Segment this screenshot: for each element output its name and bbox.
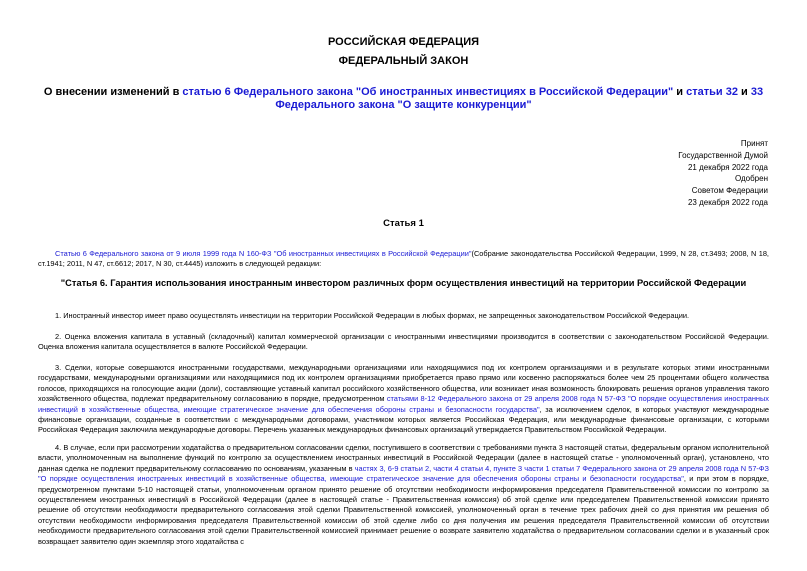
title-text-3: и (737, 86, 751, 98)
paragraph-2-text: 2. Оценка вложения капитала в уставный (складочный) капитал коммерческой организации с иностранными инвестициями производится в соответствии с законодательством Российской Федерации. Оценка вложения капитала осуществляется в валюте Российской Федерации. (38, 332, 769, 352)
paragraph-3-text: 3. Сделки, которые совершаются иностранными государствами, международными организациями или находящимися под их контролем организациями и в результате которых этими иностранными государствами, международными организациями или находящимися под их контролем организациями приобретается право прямо или косвенно распоряжаться более чем 25 процентами общего количества голосов, приходящихся на голосующие акции (доли), составляющие уставный капитал российского хозяйственного общества, или возникает иная возможность блокировать решения органов управления такого хозяйственного общества, подлежат предварительному согласованию в порядке, предусмотренном (38, 363, 769, 404)
law-type-heading: ФЕДЕРАЛЬНЫЙ ЗАКОН (338, 55, 469, 67)
adoption-line: 21 декабря 2022 года (687, 162, 768, 172)
title-link-article-6[interactable]: статью 6 Федерального закона "Об иностранных инвестициях в Российской Федерации" (182, 86, 674, 98)
adoption-line: Советом Федерации (691, 186, 768, 196)
title-text-2: и (673, 86, 687, 98)
title-link-article-32[interactable]: статьи 32 (686, 86, 738, 98)
paragraph-1-text: 1. Иностранный инвестор имеет право осуществлять инвестиции на территории Российской Федерации в любых формах, не запрещенных законодательством Российской Федерации. (55, 311, 690, 320)
article-1-intro (38, 249, 769, 270)
intro-text: (Собрание законодательства Российской Федерации, 1999, N 28, ст.3493; 2008, N 18, ст.1941; 2011, N 47, ст.6612; 2017, N 30, ст.4445) изложить в следующей редакции: (38, 249, 769, 269)
article-1-heading: Статья 1 (383, 218, 424, 229)
paragraph-2 (38, 332, 769, 353)
adoption-line: Принят (740, 139, 768, 148)
adoption-line: Одобрен (734, 174, 768, 184)
law-title (30, 86, 777, 112)
paragraph-3-link[interactable]: статьями 8-12 Федерального закона от 29 апреля 2008 года N 57-ФЗ "О порядке осуществления иностранных инвестиций в хозяйственные общества, имеющие стратегическое значение для обеспечения обороны страны и безопасности государства" (38, 394, 769, 414)
adoption-line: Государственной Думой (678, 150, 768, 160)
article-6-heading: "Статья 6. Гарантия использования иностранным инвестором различных форм осуществления инвестиций на территории Российской Федерации (60, 278, 747, 288)
paragraph-1 (38, 311, 769, 321)
paragraph-4-text: 4. В случае, если при рассмотрении ходатайства о предварительном согласовании сделки, поступившего в соответствии с требованиями пункта 3 настоящей статьи, федеральным органом исполнительной власти, уполномоченным на выполнение функций по контролю за осуществлением иностранных инвестиций в Российской Федерации (далее в настоящей статье - уполномоченный орган), установлено, что данная сделка не подлежит предварительному согласованию по основаниям, указанным в (38, 443, 769, 473)
title-link-article-33[interactable]: 33 Федерального закона "О защите конкуренции" (275, 86, 764, 111)
adoption-block (568, 138, 768, 209)
title-text-1: О внесении изменений в (43, 86, 183, 98)
paragraph-4 (38, 443, 769, 547)
country-heading: РОССИЙСКАЯ ФЕДЕРАЦИЯ (327, 36, 480, 48)
paragraph-4-link[interactable]: частях 3, 6-9 статьи 2, части 4 статьи 4, пункте 3 части 1 статьи 7 Федерального закона от 29 апреля 2008 года N 57-ФЗ "О порядке осуществления иностранных инвестиций в хозяйственные общества, имеющие стратегическое значение для обеспечения обороны страны и безопасности государства" (38, 463, 769, 484)
paragraph-4-text-end: , и при этом в порядке, предусмотренном пунктами 5-10 настоящей статьи, уполномоченным органом принято решение об отсутствии необходимости информирования председателя Правительственной комиссии по контролю за осуществлением иностранных инвестиций в Российской Федерации (далее в настоящей статье - Правительственная комиссия) об этой сделке или председателем Правительственной комиссии принято решение об отсутствии необходимости предварительного согласования этой сделки Правительственной комиссией, уполномоченный орган в течение трех рабочих дней со дня принятия им решения об отсутствии необходимости информирования председателя Правительственной комиссии об этой сделке либо со дня получения им решения председателя Правительственной комиссии об отсутствии необходимости предварительного согласования этой сделки Правительственной комиссией принимает решение о возврате заявителю ходатайства о предварительном согласовании сделки и в указанный срок возвращает заявителю один экземпляр этого ходатайства с (38, 474, 769, 546)
adoption-line: 23 декабря 2022 года (687, 197, 768, 207)
intro-link-federal-law[interactable]: Статью 6 Федерального закона от 9 июля 1999 года N 160-ФЗ "Об иностранных инвестициях в Российской Федерации" (55, 249, 472, 258)
paragraph-3 (38, 363, 769, 436)
paragraph-3-text-end: , за исключением сделок, в которых участвуют международные финансовые организации, созданные в соответствии с международными договорами, участником которых является Российская Федерация, или международные финансовые организации, с которыми Российская Федерация заключила международные договоры. Перечень указанных международных финансовых организаций утверждается Правительством Российской Федерации. (38, 404, 769, 435)
